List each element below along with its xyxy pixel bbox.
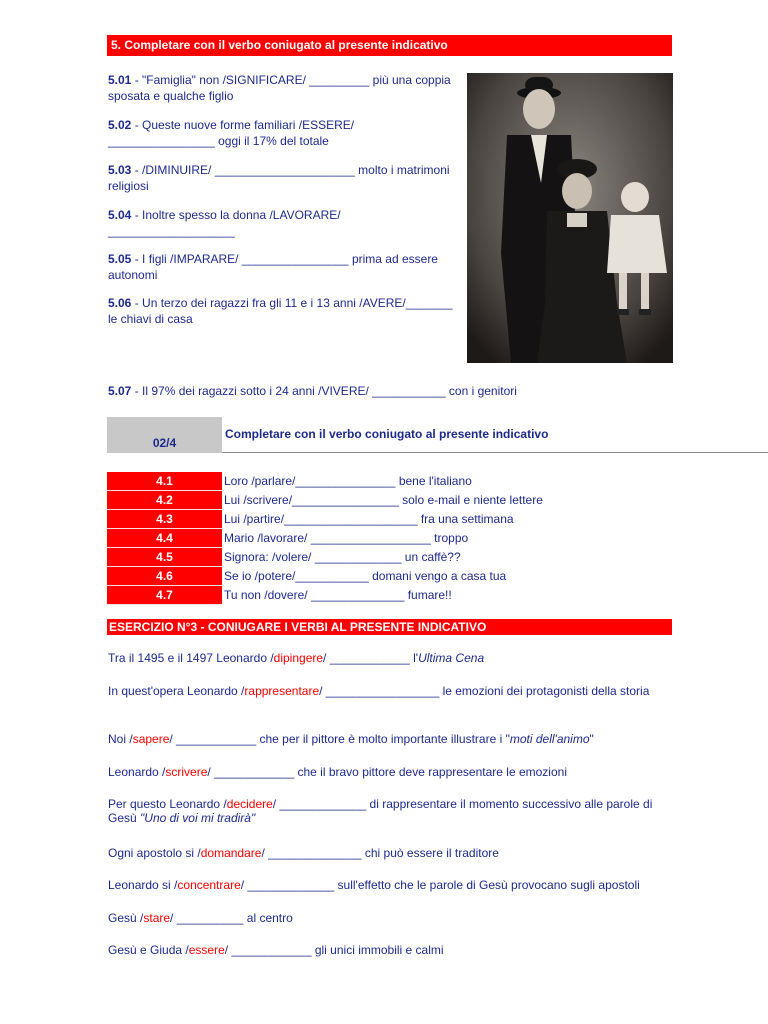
item-text: In quest'opera Leonardo / [108,684,245,698]
item-text: / _____________ di rappresentare il momento successivo alle parole di Gesù [108,797,653,825]
row-text: Signora: /volere/ _____________ un caffè?? [224,550,461,564]
item-text: / ____________ gli unici immobili e calmi [224,943,444,957]
exercise-5-03 [108,162,460,194]
item-sep: - [131,73,143,87]
item-text: /DIMINUIRE/ _____________________ molto i matrimoni religiosi [108,163,450,193]
item-number: 5.02 [108,118,132,132]
item-text: Inoltre spesso la donna /LAVORARE/ ___________________ [108,208,341,238]
verb: decidere [226,797,273,811]
exercise-3-item [108,878,678,892]
row-number: 4.6 [107,567,222,586]
item-number: 5.03 [108,163,132,177]
item-text: / _____________ sull'effetto che le parole di Gesù provocano sugli apostoli [240,878,640,892]
item-text: Il 97% dei ragazzi sotto i 24 anni /VIVERE/ ___________ con i genitori [142,384,517,398]
row-text: Lui /scrivere/________________ solo e-mail e niente lettere [224,493,543,507]
section4-title: Completare con il verbo coniugato al presente indicativo [225,427,549,441]
verb: concentrare [177,878,241,892]
exercise-3-item [108,765,678,779]
item-text: Noi / [108,732,133,746]
item-sep: - [131,118,143,132]
row-text: Se io /potere/___________ domani vengo a casa tua [224,569,507,583]
exercise-3-item [108,943,678,957]
row-number: 4.7 [107,586,222,605]
item-sep: - [131,384,143,398]
row-number: 4.2 [107,491,222,510]
item-number: 5.06 [108,296,132,310]
row-text: Lui /partire/____________________ fra una settimana [224,512,514,526]
item-text: Queste nuove forme familiari /ESSERE/ ________________ oggi il 17% del totale [108,118,355,148]
item-text: Un terzo dei ragazzi fra gli 11 e i 13 anni /AVERE/_______ le chiavi di casa [108,296,453,326]
family-photo [467,73,673,363]
row-text: Loro /parlare/_______________ bene l'italiano [224,474,472,488]
item-text: / ____________ l' [323,651,419,665]
item-number: 5.04 [108,208,132,222]
item-text: Ogni apostolo si / [108,846,201,860]
item-text: Leonardo si / [108,878,178,892]
item-text: / __________ al centro [170,911,293,925]
exercise-code: 02/4 [107,417,222,453]
row-number: 4.1 [107,472,222,491]
section5-title: 5. Completare con il verbo coniugato al presente indicativo [107,35,672,56]
exercise-5-04 [108,207,460,239]
item-number: 5.07 [108,384,132,398]
item-sep: - [131,208,143,222]
item-text: " [589,732,594,746]
row-text: Mario /lavorare/ __________________ troppo [224,531,469,545]
item-number: 5.01 [108,73,132,87]
exercise-3-item [108,732,678,746]
verb: stare [143,911,171,925]
exercise-5-01 [108,72,460,104]
item-text: Gesù e Giuda / [108,943,189,957]
exercise-5-07 [108,383,517,399]
italic-text: "Uno di voi mi tradirà" [140,811,256,825]
exercise-5-05 [108,251,460,283]
row-number: 4.4 [107,529,222,548]
item-text: Leonardo / [108,765,166,779]
section3-title: ESERCIZIO N°3 - CONIUGARE I VERBI AL PRESENTE INDICATIVO [107,619,672,635]
exercise-3-item [108,684,678,698]
italic-text: Ultima Cena [418,651,485,665]
verb: domandare [200,846,262,860]
exercise-3-item [108,911,678,925]
verb: scrivere [165,765,208,779]
exercise-3-item [108,797,678,825]
item-number: 5.05 [108,252,132,266]
exercise-3-item [108,651,678,665]
item-text: Gesù / [108,911,144,925]
exercise-3-item [108,846,678,860]
item-text: / ____________ che per il pittore è molto importante illustrare i " [169,732,510,746]
row-text: Tu non /dovere/ ______________ fumare!! [224,588,452,602]
item-text: / ____________ che il bravo pittore deve rappresentare le emozioni [207,765,567,779]
family-photo-icon [467,73,673,363]
row-number: 4.5 [107,548,222,567]
exercise-5-02 [108,117,460,149]
item-sep: - [131,163,143,177]
row-number: 4.3 [107,510,222,529]
item-text: "Famiglia" non /SIGNIFICARE/ _________ più una coppia sposata e qualche figlio [108,73,451,103]
item-sep: - [131,252,143,266]
item-text: I figli /IMPARARE/ ________________ prima ad essere autonomi [108,252,438,282]
verb: dipingere [273,651,324,665]
item-sep: - [131,296,143,310]
item-text: Per questo Leonardo / [108,797,227,811]
verb: rappresentare [244,684,320,698]
italic-text: moti dell'animo [509,732,590,746]
divider [222,452,768,453]
item-text: / ______________ chi può essere il traditore [261,846,499,860]
verb: sapere [132,732,170,746]
verb: essere [188,943,225,957]
item-text: Tra il 1495 e il 1497 Leonardo / [108,651,274,665]
item-text: / _________________ le emozioni dei protagonisti della storia [319,684,650,698]
exercise-5-06 [108,295,460,327]
